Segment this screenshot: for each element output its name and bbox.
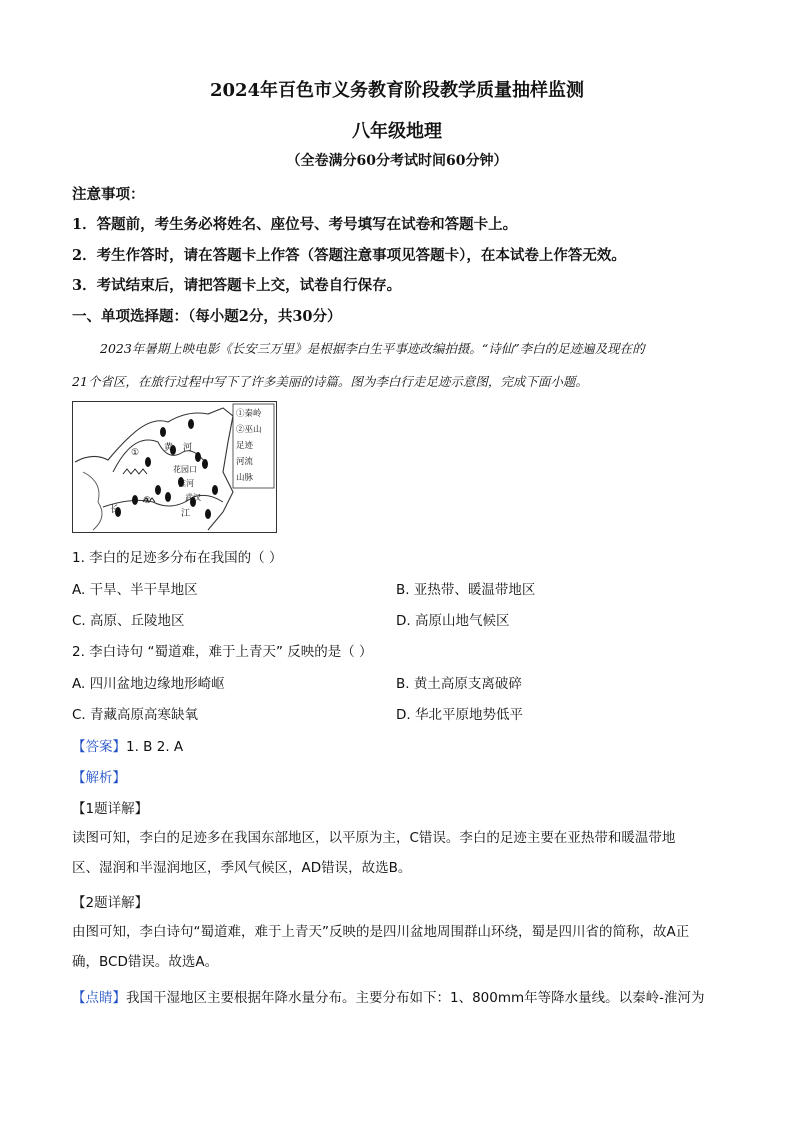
map-label-wuhan: 武汉 xyxy=(185,493,201,502)
reading-passage xyxy=(72,332,722,398)
passage-line-2: 21个省区，在旅行过程中写下了许多美丽的诗篇。图为李白行走足迹示意图，完成下面小题。 xyxy=(72,374,588,389)
map-label-huayuankou: 花园口 xyxy=(173,465,197,474)
exam-note: （全卷满分60分考试时间60分钟） xyxy=(286,153,508,169)
q1-analysis-line-2: 区、湿润和半湿润地区，季风气候区，AD错误，故选B。 xyxy=(72,860,412,876)
q1-analysis-text xyxy=(72,823,724,883)
q2-option-b: B. 黄土高原支离破碎 xyxy=(396,676,522,692)
map-label-huaihe: 淮河 xyxy=(178,479,194,488)
tip-line xyxy=(72,986,705,1006)
q2-analysis-heading: 【2题详解】 xyxy=(72,895,149,911)
q2-analysis-line-2: 确，BCD错误。故选A。 xyxy=(72,954,219,970)
map-legend xyxy=(236,406,262,486)
q2-option-c: C. 青藏高原高寒缺氧 xyxy=(72,707,199,723)
passage-line-1: 2023年暑期上映电影《长安三万里》是根据李白生平事迹改编拍摄。“诗仙”李白的足迹遍及现在的 xyxy=(100,341,645,356)
question-1-stem: 1. 李白的足迹多分布在我国的（ ） xyxy=(72,550,283,566)
exam-title: 2024年百色市义务教育阶段教学质量抽样监测 xyxy=(209,80,585,101)
analysis-label: 【解析】 xyxy=(72,770,126,786)
notice-item-2: 2．考生作答时，请在答题卡上作答（答题注意事项见答题卡），在本试卷上作答无效。 xyxy=(72,247,626,264)
li-bai-route-map xyxy=(72,401,277,533)
exam-subtitle: 八年级地理 xyxy=(352,121,442,142)
legend-wushan: ②巫山 xyxy=(236,425,262,435)
map-label-huang: 黄 xyxy=(164,443,174,453)
q1-analysis-line-1: 读图可知，李白的足迹多在我国东部地区，以平原为主，C错误。李白的足迹主要在亚热带和暖温带地 xyxy=(72,830,676,846)
q1-option-b: B. 亚热带、暖温带地区 xyxy=(396,582,536,598)
q2-analysis-line-1: 由图可知，李白诗句“蜀道难，难于上青天”反映的是四川盆地周围群山环绕，蜀是四川省的简称，故A正 xyxy=(72,924,690,940)
notice-item-3: 3．考试结束后，请把答题卡上交，试卷自行保存。 xyxy=(72,277,402,294)
q2-analysis-text xyxy=(72,917,724,977)
notice-heading: 注意事项： xyxy=(72,186,145,203)
section-heading: 一、单项选择题：（每小题2分，共30分） xyxy=(72,308,342,325)
legend-river: 河流 xyxy=(236,457,254,467)
map-label-jiang: 江 xyxy=(181,509,191,519)
map-label-he: 河 xyxy=(183,443,193,453)
answer-value: 1. B 2. A xyxy=(126,739,184,755)
legend-qinling: ①秦岭 xyxy=(236,409,262,419)
question-2-stem: 2. 李白诗句 “蜀道难，难于上青天” 反映的是（ ） xyxy=(72,644,373,660)
q2-option-a: A. 四川盆地边缘地形崎岖 xyxy=(72,676,225,692)
q1-option-a: A. 干旱、半干旱地区 xyxy=(72,582,198,598)
q1-option-c: C. 高原、丘陵地区 xyxy=(72,613,185,629)
legend-mountain: 山脉 xyxy=(236,473,254,483)
tip-text: 我国干湿地区主要根据年降水量分布。主要分布如下：1、800mm年等降水量线。以秦岭-淮河为 xyxy=(126,990,705,1006)
q2-option-d: D. 华北平原地势低平 xyxy=(396,707,523,723)
legend-footprint: 足迹 xyxy=(236,441,254,451)
q1-option-d: D. 高原山地气候区 xyxy=(396,613,510,629)
notice-item-1: 1．答题前，考生务必将姓名、座位号、考号填写在试卷和答题卡上。 xyxy=(72,216,518,233)
map-label-qinling-marker: ① xyxy=(131,448,140,458)
q1-analysis-heading: 【1题详解】 xyxy=(72,801,149,817)
answer-label: 【答案】 xyxy=(72,739,126,755)
map-label-wushan-marker: ② xyxy=(143,496,152,506)
answer-line xyxy=(72,735,183,755)
tip-label: 【点睛】 xyxy=(72,990,126,1006)
map-label-chang: 长 xyxy=(110,505,120,515)
